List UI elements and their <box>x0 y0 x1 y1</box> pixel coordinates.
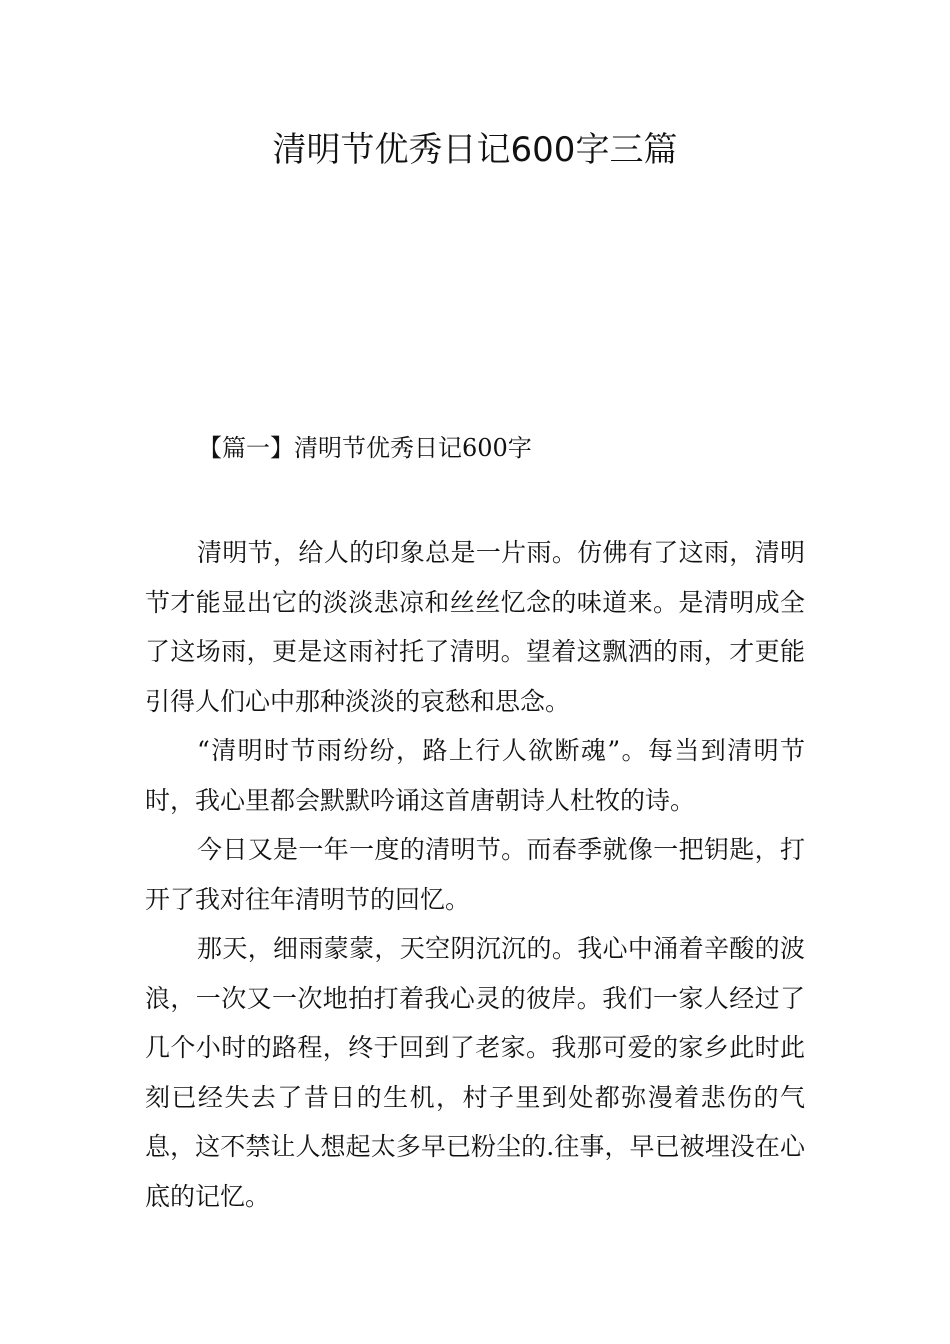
paragraph: “清明时节雨纷纷，路上行人欲断魂”。每当到清明节时，我心里都会默默吟诵这首唐朝诗人杜牧的诗。 <box>145 736 805 815</box>
paragraph: 今日又是一年一度的清明节。而春季就像一把钥匙，打开了我对往年清明节的回忆。 <box>145 835 805 914</box>
section-heading: 【篇一】清明节优秀日记600字 <box>198 434 532 462</box>
document-title: 清明节优秀日记600字三篇 <box>272 130 678 170</box>
paragraph: 那天，细雨蒙蒙，天空阴沉沉的。我心中涌着辛酸的波浪，一次又一次地拍打着我心灵的彼岸。我们一家人经过了几个小时的路程，终于回到了老家。我那可爱的家乡此时此刻已经失去了昔日的生机，村子里到处都弥漫着悲伤的气息，这不禁让人想起太多早已粉尘的.往事，早已被埋没在心底的记忆。 <box>145 934 805 1211</box>
paragraph: 清明节，给人的印象总是一片雨。仿佛有了这雨，清明节才能显出它的淡淡悲凉和丝丝忆念的味道来。是清明成全了这场雨，更是这雨衬托了清明。望着这飘洒的雨，才更能引得人们心中那种淡淡的哀愁和思念。 <box>145 538 805 716</box>
body-text <box>145 528 805 1221</box>
